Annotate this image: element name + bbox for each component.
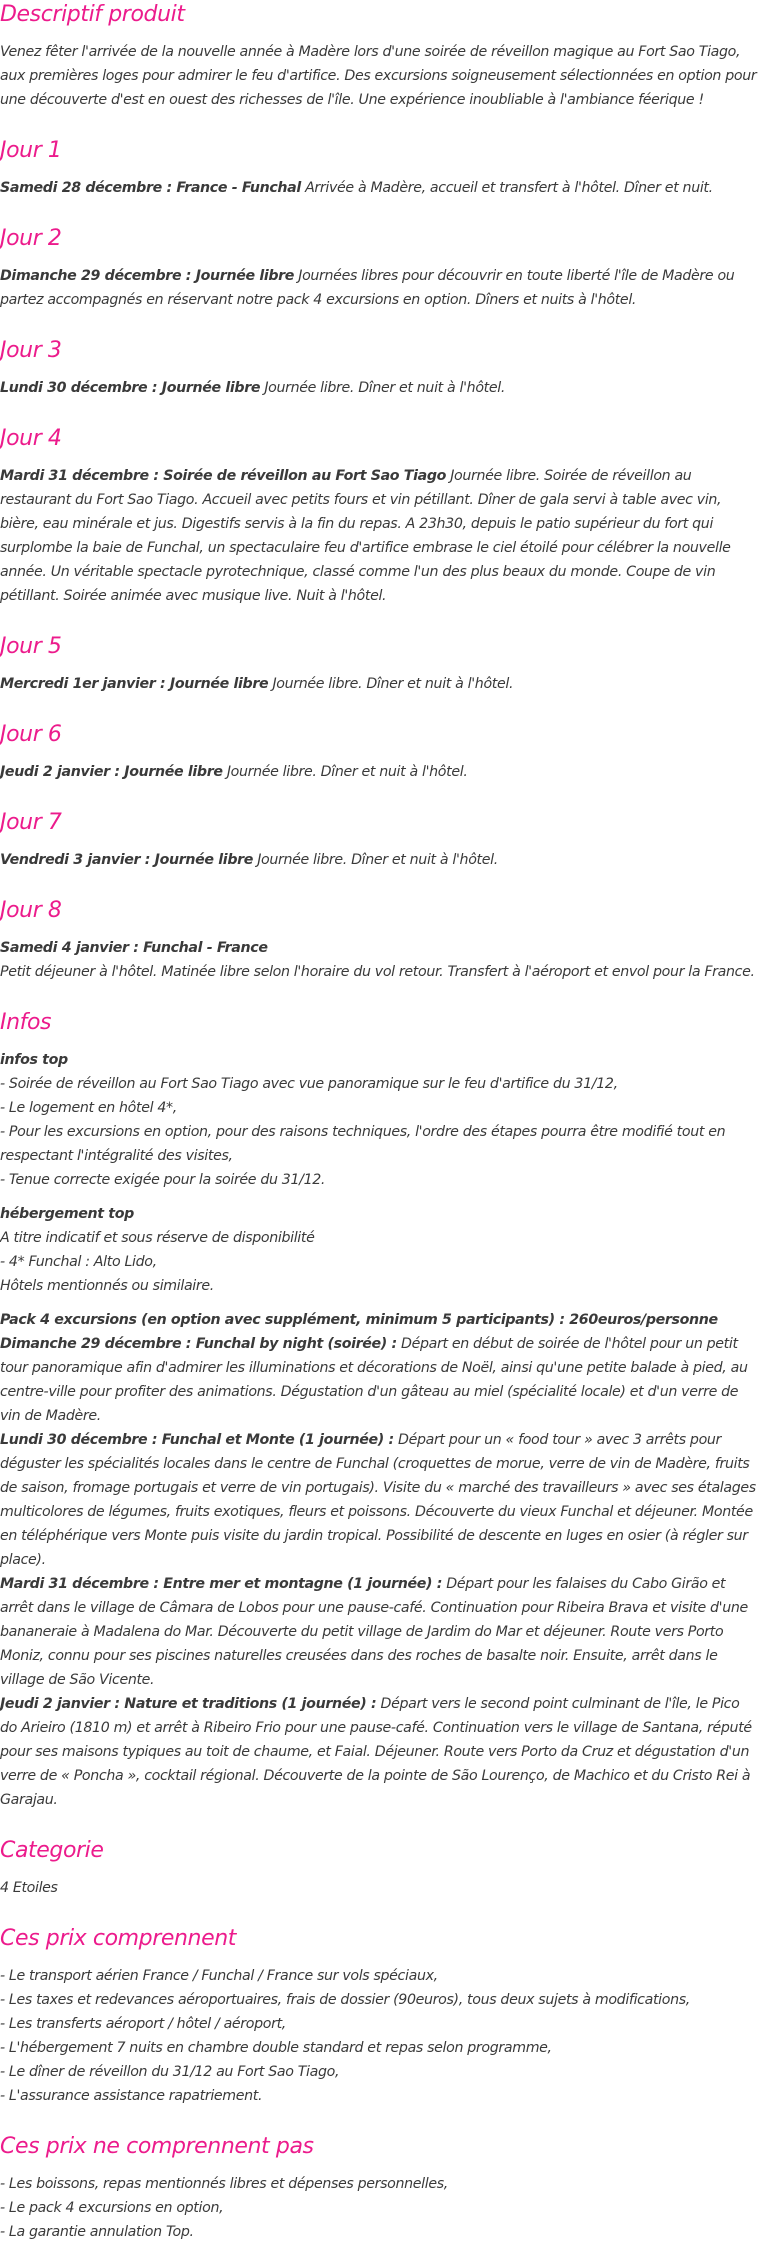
day-label: Mardi 31 décembre : Soirée de réveillon au Fort Sao Tiago <box>0 468 447 484</box>
section-infos <box>0 1008 758 1812</box>
list-item: - Le dîner de réveillon du 31/12 au Fort Sao Tiago, <box>0 2064 340 2080</box>
day-heading: Jour 3 <box>0 338 62 363</box>
list-item: - Les boissons, repas mentionnés libres et dépenses personnelles, <box>0 2176 448 2192</box>
list-item: - Le pack 4 excursions en option, <box>0 2200 224 2216</box>
section-day-6 <box>0 720 758 784</box>
section-day-2 <box>0 224 758 312</box>
section-day-8 <box>0 896 758 984</box>
day-description: Petit déjeuner à l'hôtel. Matinée libre selon l'horaire du vol retour. Transfert à l'aéroport et envol pour la France. <box>0 964 755 980</box>
day-heading: Jour 4 <box>0 426 62 451</box>
descriptif-text: Venez fêter l'arrivée de la nouvelle année à Madère lors d'une soirée de réveillon magique au Fort Sao Tiago, aux premières loges pour admirer le feu d'artifice. Des excursions soigneusement sélectionnées en option pour une découverte d'est en ouest des richesses de l'île. Une expérience inoubliable à l'ambiance féerique ! <box>0 44 757 108</box>
excursion-item <box>0 1572 758 1692</box>
day-label: Dimanche 29 décembre : Journée libre <box>0 268 295 284</box>
excursion-label: Mardi 31 décembre : Entre mer et montagne (1 journée) : <box>0 1576 443 1592</box>
pack-excursions-block <box>0 1308 758 1812</box>
day-description: Journées libres pour découvrir en toute liberté l'île de Madère ou partez accompagnés en réservant notre pack 4 excursions en option. Dîners et nuits à l'hôtel. <box>0 268 735 308</box>
hebergement-title: hébergement top <box>0 1206 134 1222</box>
included-list <box>0 1964 758 2108</box>
list-item: - La garantie annulation Top. <box>0 2224 194 2240</box>
day-heading: Jour 6 <box>0 722 62 747</box>
day-label: Vendredi 3 janvier : Journée libre <box>0 852 254 868</box>
excursion-item <box>0 1692 758 1812</box>
section-day-1 <box>0 136 758 200</box>
day-text <box>0 264 758 312</box>
day-heading: Jour 7 <box>0 810 62 835</box>
excluded-list <box>0 2172 758 2244</box>
excursion-label: Dimanche 29 décembre : Funchal by night (soirée) : <box>0 1336 397 1352</box>
section-descriptif <box>0 0 758 112</box>
day-label: Jeudi 2 janvier : Journée libre <box>0 764 223 780</box>
excursion-text: Départ pour un « food tour » avec 3 arrêts pour déguster les spécialités locales dans le centre de Funchal (croquettes de morue, verre de vin de Madère, fruits de saison, fromage portugais et verre de vin portugais). Visite du « marché des travailleurs » avec ses étalages multicolores de légumes, fruits exotiques, fleurs et poissons. Découverte du vieux Funchal et déjeuner. Montée en téléphérique vers Monte puis visite du jardin tropical. Possibilité de descente en luges en osier (à régler sur place). <box>0 1432 756 1568</box>
section-heading: Ces prix comprennent <box>0 1926 237 1951</box>
day-text <box>0 936 758 984</box>
day-description: Journée libre. Dîner et nuit à l'hôtel. <box>268 676 514 692</box>
section-prix-comprennent <box>0 1924 758 2108</box>
day-heading: Jour 1 <box>0 138 62 163</box>
section-day-5 <box>0 632 758 696</box>
excursion-label: Lundi 30 décembre : Funchal et Monte (1 journée) : <box>0 1432 394 1448</box>
day-text <box>0 376 758 400</box>
section-day-4 <box>0 424 758 608</box>
section-day-7 <box>0 808 758 872</box>
categorie-text: 4 Etoiles <box>0 1880 58 1896</box>
day-text <box>0 176 758 200</box>
day-description: Arrivée à Madère, accueil et transfert à l'hôtel. Dîner et nuit. <box>300 180 713 196</box>
list-item: A titre indicatif et sous réserve de disponibilité <box>0 1230 315 1246</box>
section-day-3 <box>0 336 758 400</box>
section-heading: Ces prix ne comprennent pas <box>0 2134 314 2159</box>
day-heading: Jour 5 <box>0 634 62 659</box>
list-item: - Pour les excursions en option, pour des raisons techniques, l'ordre des étapes pourra être modifié tout en respectant l'intégralité des visites, <box>0 1124 726 1164</box>
section-categorie <box>0 1836 758 1900</box>
day-label: Samedi 28 décembre : France - Funchal <box>0 180 301 196</box>
list-item: - L'assurance assistance rapatriement. <box>0 2088 263 2104</box>
list-item: - Les taxes et redevances aéroportuaires, frais de dossier (90euros), tous deux sujets à modifications, <box>0 1992 690 2008</box>
day-text <box>0 672 758 696</box>
section-heading: Categorie <box>0 1838 104 1863</box>
excursion-text: Départ vers le second point culminant de l'île, le Pico do Arieiro (1810 m) et arrêt à Ribeiro Frio pour une pause-café. Continuation vers le village de Santana, réputé pour ses maisons typiques au toit de chaume, et Faial. Déjeuner. Route vers Porto da Cruz et dégustation d'un verre de « Poncha », cocktail régional. Découverte de la pointe de São Lourenço, de Machico et du Cristo Rei à Garajau. <box>0 1696 752 1808</box>
excursion-label: Jeudi 2 janvier : Nature et traditions (1 journée) : <box>0 1696 377 1712</box>
day-description: Journée libre. Soirée de réveillon au restaurant du Fort Sao Tiago. Accueil avec petits fours et vin pétillant. Dîner de gala servi à table avec vin, bière, eau minérale et jus. Digestifs servis à la fin du repas. A 23h30, depuis le patio supérieur du fort qui surplombe la baie de Funchal, un spectaculaire feu d'artifice embrase le ciel étoilé pour célébrer la nouvelle année. Un véritable spectacle pyrotechnique, classé comme l'un des plus beaux du monde. Coupe de vin pétillant. Soirée animée avec musique live. Nuit à l'hôtel. <box>0 468 731 604</box>
section-prix-ne-comprennent-pas <box>0 2132 758 2244</box>
excursion-text: Départ pour les falaises du Cabo Girão et arrêt dans le village de Câmara de Lobos pour une pause-café. Continuation pour Ribeira Brava et visite d'une bananeraie à Madalena do Mar. Découverte du petit village de Jardim do Mar et déjeuner. Route vers Porto Moniz, connu pour ses piscines naturelles creusées dans des roches de basalte noir. Ensuite, arrêt dans le village de São Vicente. <box>0 1576 748 1688</box>
list-item: - Le logement en hôtel 4*, <box>0 1100 177 1116</box>
list-item: - Le transport aérien France / Funchal / France sur vols spéciaux, <box>0 1968 438 1984</box>
day-text <box>0 760 758 784</box>
day-heading: Jour 8 <box>0 898 62 923</box>
day-label: Lundi 30 décembre : Journée libre <box>0 380 261 396</box>
list-item: Hôtels mentionnés ou similaire. <box>0 1278 214 1294</box>
day-text <box>0 464 758 608</box>
list-item: - Tenue correcte exigée pour la soirée du 31/12. <box>0 1172 326 1188</box>
list-item: - L'hébergement 7 nuits en chambre double standard et repas selon programme, <box>0 2040 552 2056</box>
excursion-item <box>0 1428 758 1572</box>
infos-top-title: infos top <box>0 1052 68 1068</box>
day-description: Journée libre. Dîner et nuit à l'hôtel. <box>253 852 498 868</box>
list-item: - Soirée de réveillon au Fort Sao Tiago avec vue panoramique sur le feu d'artifice du 31/12, <box>0 1076 618 1092</box>
day-text <box>0 848 758 872</box>
infos-top-block <box>0 1048 758 1192</box>
day-heading: Jour 2 <box>0 226 62 251</box>
pack-title: Pack 4 excursions (en option avec supplément, minimum 5 participants) : 260euros/personne <box>0 1312 718 1328</box>
day-description: Journée libre. Dîner et nuit à l'hôtel. <box>222 764 468 780</box>
day-description: Journée libre. Dîner et nuit à l'hôtel. <box>260 380 505 396</box>
section-heading: Descriptif produit <box>0 2 185 27</box>
day-label: Mercredi 1er janvier : Journée libre <box>0 676 269 692</box>
section-heading: Infos <box>0 1010 52 1035</box>
list-item: - 4* Funchal : Alto Lido, <box>0 1254 157 1270</box>
hebergement-block <box>0 1202 758 1298</box>
list-item: - Les transferts aéroport / hôtel / aéroport, <box>0 2016 286 2032</box>
excursion-text: Départ en début de soirée de l'hôtel pour un petit tour panoramique afin d'admirer les illuminations et décorations de Noël, ainsi qu'une petite balade à pied, au centre-ville pour profiter des animations. Dégustation d'un gâteau au miel (spécialité locale) et d'un verre de vin de Madère. <box>0 1336 748 1424</box>
excursion-item <box>0 1332 758 1428</box>
day-label: Samedi 4 janvier : Funchal - France <box>0 940 268 956</box>
